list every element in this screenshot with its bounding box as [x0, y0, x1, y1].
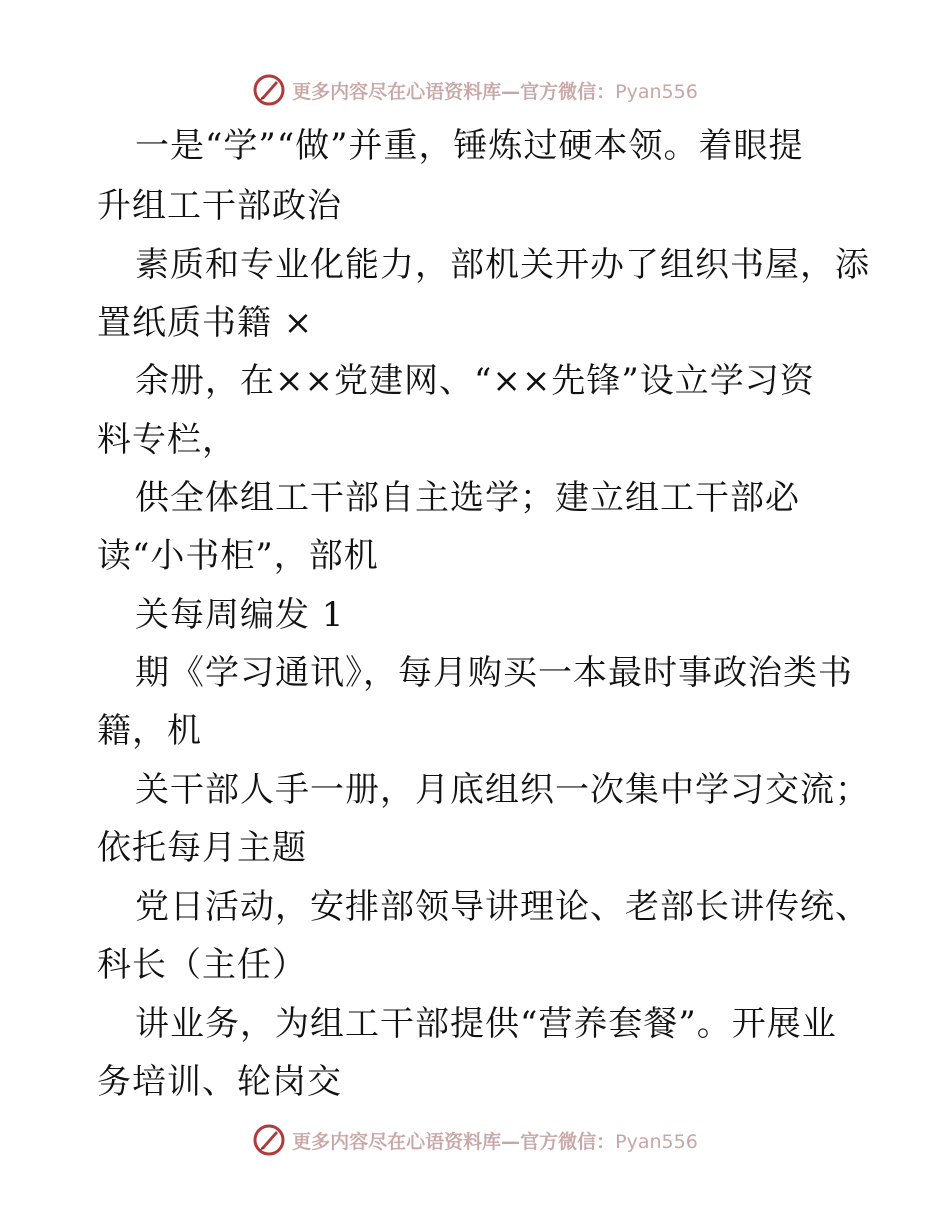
text-line: 料专栏，	[97, 420, 237, 460]
text-line: 供全体组工干部自主选学；建立组工干部必	[135, 478, 800, 518]
text-line: 关每周编发 1	[135, 595, 345, 635]
text-line: 科长（主任）	[97, 945, 307, 985]
text-line: 升组工干部政治	[97, 186, 342, 226]
feather-quill-logo-icon	[252, 73, 286, 107]
text-line: 关干部人手一册，月底组织一次集中学习交流；	[135, 770, 870, 810]
text-line: 讲业务，为组工干部提供“营养套餐”。开展业	[135, 1004, 837, 1044]
text-line: 籍，机	[97, 711, 202, 751]
text-line: 余册，在××党建网、“××先锋”设立学习资	[135, 361, 815, 401]
watermark-text: 更多内容尽在心语资料库—官方微信：Pyan556	[292, 1130, 698, 1153]
footer-watermark	[0, 1120, 950, 1160]
feather-quill-logo-icon	[252, 1123, 286, 1157]
text-line: 期《学习通讯》，每月购买一本最时事政治类书	[135, 653, 853, 693]
watermark-text: 更多内容尽在心语资料库—官方微信：Pyan556	[292, 80, 698, 103]
text-line: 党日活动，安排部领导讲理论、老部长讲传统、	[135, 887, 870, 927]
text-line: 依托每月主题	[97, 828, 307, 868]
header-watermark	[0, 70, 950, 110]
text-line: 读“小书柜”，部机	[97, 536, 379, 576]
text-line: 务培训、轮岗交	[97, 1062, 342, 1102]
text-line: 素质和专业化能力，部机关开办了组织书屋，添	[135, 245, 870, 285]
text-line: 一是“学”“做”并重，锤炼过硬本领。着眼提	[135, 126, 804, 166]
text-line: 置纸质书籍 ×	[97, 303, 314, 343]
